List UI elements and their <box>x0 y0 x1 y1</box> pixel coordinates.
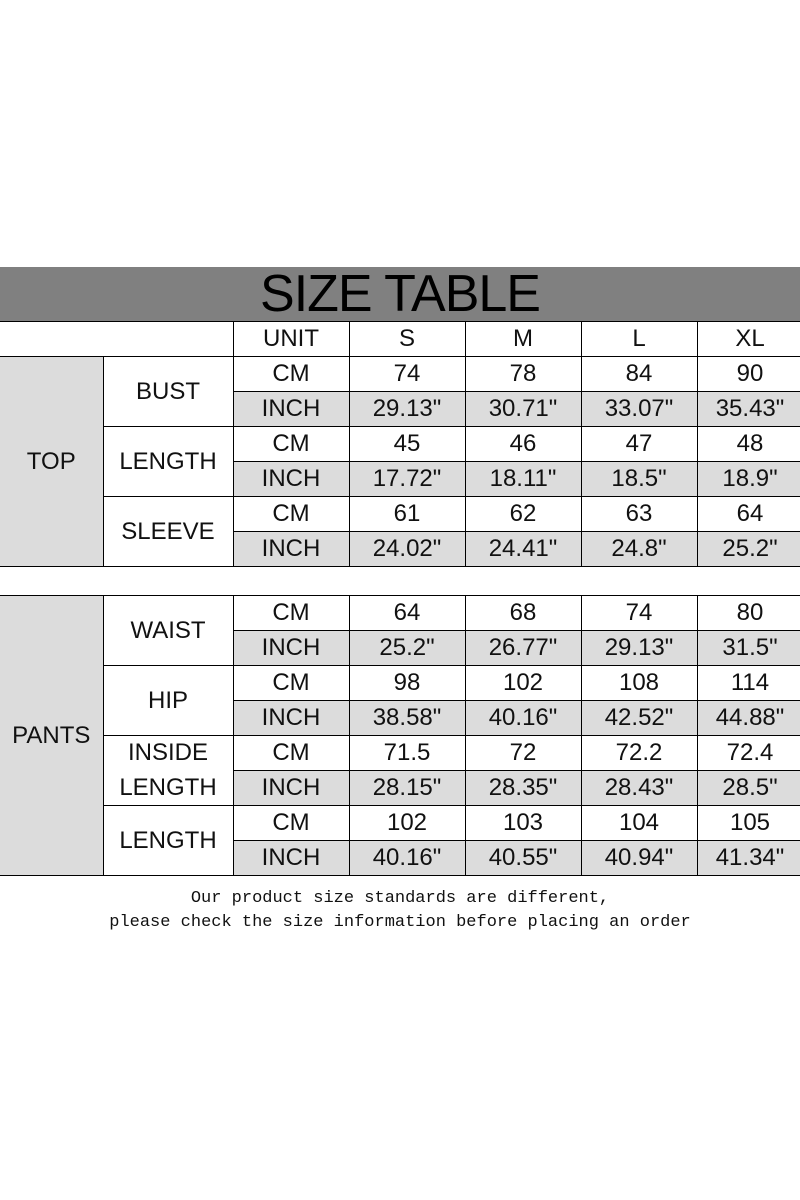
value-cell: 30.71" <box>465 392 581 427</box>
value-cell: 28.43" <box>581 771 697 806</box>
value-cell: 42.52" <box>581 701 697 736</box>
value-cell: 29.13" <box>581 631 697 666</box>
measure-label-inside-length-line1: INSIDE <box>103 736 233 771</box>
section-label-top: TOP <box>0 357 103 567</box>
header-row <box>0 322 800 357</box>
unit-cell: INCH <box>233 532 349 567</box>
value-cell: 18.11" <box>465 462 581 497</box>
value-cell: 98 <box>349 666 465 701</box>
size-header-m: M <box>465 322 581 357</box>
table-row <box>0 666 800 701</box>
top-size-table <box>0 321 800 567</box>
value-cell: 45 <box>349 427 465 462</box>
value-cell: 40.16" <box>465 701 581 736</box>
measure-label-sleeve: SLEEVE <box>103 497 233 567</box>
value-cell: 47 <box>581 427 697 462</box>
size-header-l: L <box>581 322 697 357</box>
measure-label-length: LENGTH <box>103 806 233 876</box>
value-cell: 44.88" <box>697 701 800 736</box>
measure-label-hip: HIP <box>103 666 233 736</box>
measure-label-inside-length-line2: LENGTH <box>103 771 233 806</box>
size-note-line2: please check the size information before placing an order <box>109 913 691 932</box>
table-row <box>0 596 800 631</box>
value-cell: 80 <box>697 596 800 631</box>
unit-cell: CM <box>233 666 349 701</box>
value-cell: 108 <box>581 666 697 701</box>
header-blank-cell <box>0 322 233 357</box>
value-cell: 90 <box>697 357 800 392</box>
unit-cell: INCH <box>233 701 349 736</box>
value-cell: 61 <box>349 497 465 532</box>
measure-label-length: LENGTH <box>103 427 233 497</box>
value-cell: 24.02" <box>349 532 465 567</box>
value-cell: 102 <box>349 806 465 841</box>
unit-cell: INCH <box>233 771 349 806</box>
value-cell: 84 <box>581 357 697 392</box>
value-cell: 102 <box>465 666 581 701</box>
table-row <box>0 427 800 462</box>
value-cell: 33.07" <box>581 392 697 427</box>
unit-header: UNIT <box>233 322 349 357</box>
value-cell: 78 <box>465 357 581 392</box>
table-row <box>0 771 800 806</box>
value-cell: 72.4 <box>697 736 800 771</box>
value-cell: 24.8" <box>581 532 697 567</box>
value-cell: 114 <box>697 666 800 701</box>
value-cell: 35.43" <box>697 392 800 427</box>
unit-cell: CM <box>233 357 349 392</box>
table-row <box>0 497 800 532</box>
value-cell: 71.5 <box>349 736 465 771</box>
value-cell: 18.5" <box>581 462 697 497</box>
value-cell: 46 <box>465 427 581 462</box>
unit-cell: CM <box>233 497 349 532</box>
value-cell: 31.5" <box>697 631 800 666</box>
value-cell: 62 <box>465 497 581 532</box>
value-cell: 17.72" <box>349 462 465 497</box>
value-cell: 25.2" <box>349 631 465 666</box>
value-cell: 64 <box>349 596 465 631</box>
title-banner <box>0 267 800 321</box>
unit-cell: INCH <box>233 392 349 427</box>
table-row <box>0 806 800 841</box>
unit-cell: CM <box>233 806 349 841</box>
value-cell: 29.13" <box>349 392 465 427</box>
table-row <box>0 736 800 771</box>
value-cell: 28.5" <box>697 771 800 806</box>
unit-cell: CM <box>233 596 349 631</box>
value-cell: 64 <box>697 497 800 532</box>
value-cell: 38.58" <box>349 701 465 736</box>
value-cell: 104 <box>581 806 697 841</box>
value-cell: 28.35" <box>465 771 581 806</box>
measure-label-waist: WAIST <box>103 596 233 666</box>
size-note-line1: Our product size standards are different, <box>190 889 610 908</box>
size-header-s: S <box>349 322 465 357</box>
value-cell: 40.55" <box>465 841 581 876</box>
value-cell: 40.16" <box>349 841 465 876</box>
unit-cell: CM <box>233 736 349 771</box>
unit-cell: INCH <box>233 841 349 876</box>
value-cell: 72.2 <box>581 736 697 771</box>
value-cell: 105 <box>697 806 800 841</box>
value-cell: 103 <box>465 806 581 841</box>
section-label-pants: PANTS <box>0 596 103 876</box>
size-header-xl: XL <box>697 322 800 357</box>
value-cell: 18.9" <box>697 462 800 497</box>
unit-cell: INCH <box>233 462 349 497</box>
value-cell: 28.15" <box>349 771 465 806</box>
unit-cell: INCH <box>233 631 349 666</box>
unit-cell: CM <box>233 427 349 462</box>
value-cell: 74 <box>349 357 465 392</box>
value-cell: 74 <box>581 596 697 631</box>
pants-size-table <box>0 595 800 876</box>
value-cell: 40.94" <box>581 841 697 876</box>
value-cell: 63 <box>581 497 697 532</box>
value-cell: 41.34" <box>697 841 800 876</box>
value-cell: 48 <box>697 427 800 462</box>
value-cell: 25.2" <box>697 532 800 567</box>
value-cell: 24.41" <box>465 532 581 567</box>
measure-label-bust: BUST <box>103 357 233 427</box>
value-cell: 26.77" <box>465 631 581 666</box>
page-title: SIZE TABLE <box>260 265 540 323</box>
value-cell: 72 <box>465 736 581 771</box>
value-cell: 68 <box>465 596 581 631</box>
table-row <box>0 357 800 392</box>
